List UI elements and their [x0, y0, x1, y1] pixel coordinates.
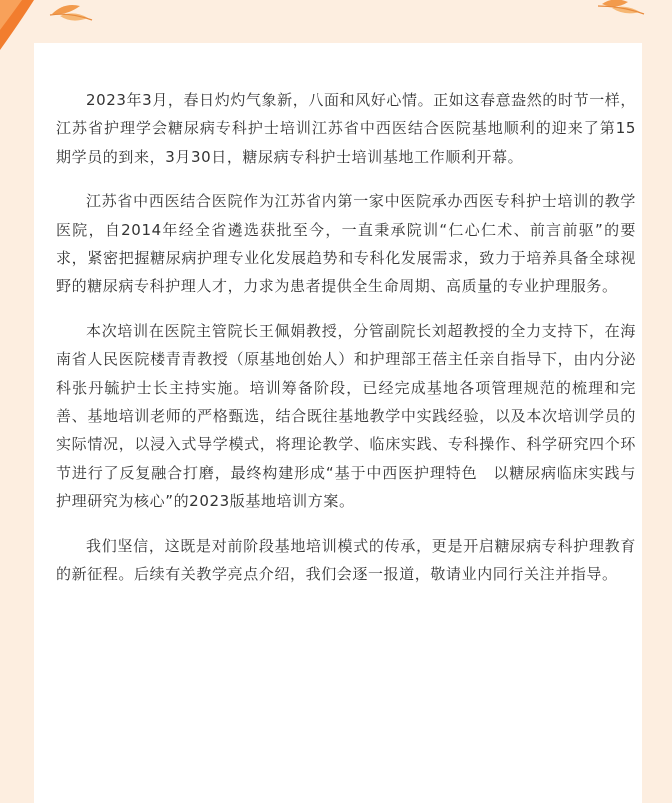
article-body	[56, 86, 636, 605]
leaf-decoration-icon	[50, 5, 92, 21]
paragraph-intro: 2023年3月，春日灼灼气象新，八面和风好心情。正如这春意盎然的时节一样，江苏省护理学会糖尿病专科护士培训江苏省中西医结合医院基地顺利的迎来了第15期学员的到来，3月30日，糖尿病专科护士培训基地工作顺利开幕。	[56, 91, 636, 166]
leaf-decoration-icon	[562, 0, 672, 30]
paragraph-training: 本次培训在医院主管院长王佩娟教授，分管副院长刘超教授的全力支持下，在海南省人民医院楼青青教授（原基地创始人）和护理部王蓓主任亲自指导下，由内分泌科张丹毓护士长主持实施。培训筹备阶段，已经完成基地各项管理规范的梳理和完善、基地培训老师的严格甄选，结合既往基地教学中实践经验，以及本次培训学员的实际情况，以浸入式导学模式，将理论教学、临床实践、专科操作、科学研究四个环节进行了反复融合打磨，最终构建形成“基于中西医护理特色 以糖尿病临床实践与护理研究为核心”的2023版基地培训方案。	[56, 321, 636, 511]
paragraph-hospital: 江苏省中西医结合医院作为江苏省内第一家中医院承办西医专科护士培训的教学医院，自2014年经全省遴选获批至今，一直秉承院训“仁心仁术、前言前驱”的要求，紧密把握糖尿病护理专业化发展趋势和专科化发展需求，致力于培养具备全球视野的糖尿病专科护理人才，力求为患者提供全生命周期、高质量的专业护理服务。	[56, 192, 636, 296]
paragraph-conclusion: 我们坚信，这既是对前阶段基地培训模式的传承，更是开启糖尿病专科护理教育的新征程。后续有关教学亮点介绍，我们会逐一报道，敬请业内同行关注并指导。	[56, 536, 636, 584]
